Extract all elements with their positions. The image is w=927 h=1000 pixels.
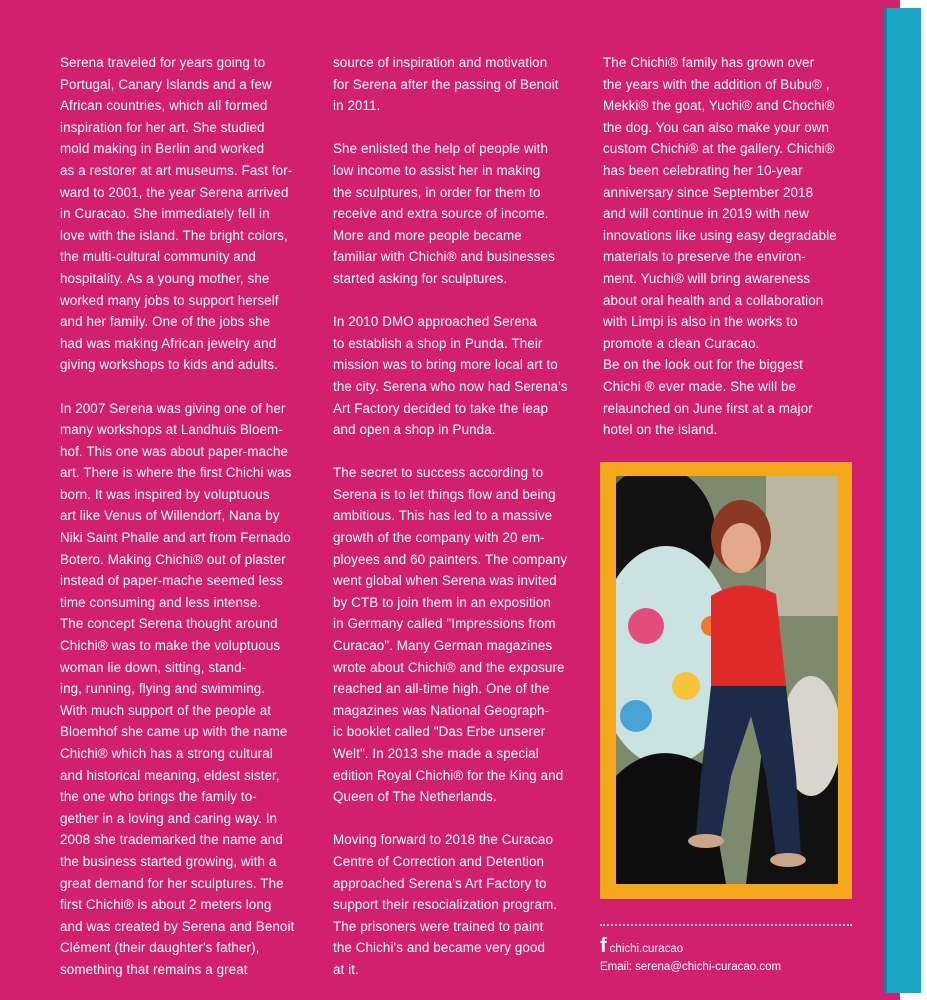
email-address[interactable]: Email: serena@chichi-curacao.com (600, 961, 782, 973)
paragraph: The Chichi® family has grown over the years with the addition of Bubu® , Mekki® the goat, Yuchi® and Chochi® the dog. You can also make your own custom Chichi® at the gallery. Chichi® has been celebrating her 10-year anniversary since September 2018 and will continue in 2019 with new innovations like using easy degradable materials to preserve the environ- ment. Yuchi® will bring awareness about oral health and a collaboration with Limpi is also in the works to promote a clean Curacao. Be on the look out for the biggest Chichi ® ever made. She will be relaunched on June first at a major hotel on the island. (603, 55, 837, 438)
facebook-icon: f (600, 935, 607, 957)
side-strip (887, 8, 921, 993)
text-column-3 (603, 52, 865, 441)
paragraph: Serena traveled for years going to Portugal, Canary Islands and a few African countries, which all formed inspiration for her art. She studied mold making in Berlin and worked as a restorer at art museums. Fast for- ward to 2001, the year Serena arrived in Curacao. She immediately fell in love with the island. The bright colors, the multi-cultural community and hospitality. As a young mother, she worked many jobs to support herself and her family. One of the jobs she had was making African jewelry and giving workshops to kids and adults. (60, 55, 293, 373)
paragraph: source of inspiration and motivation for Serena after the passing of Benoit in 2011. (333, 55, 559, 114)
text-column-1 (60, 52, 322, 981)
text-column-2 (333, 52, 595, 981)
contact-info (600, 936, 860, 976)
facebook-handle[interactable]: chichi.curacao (609, 943, 684, 955)
photo-illustration (616, 476, 838, 884)
paragraph: The secret to success according to Serena is to let things flow and being ambitious. This has led to a massive growth of the company with 20 em- ployees and 60 painters. The company went global when Serena was invited by CTB to join them in an exposition in Germany called "Impressions from Curacao". Many German magazines wrote about Chichi® and the exposure reached an all-time high. One of the magazines was National Geograph- ic booklet called "Das Erbe unserer Welt". In 2013 she made a special edition Royal Chichi® for the King and Queen of The Netherlands. (333, 465, 568, 805)
photo-artist-with-sculpture (616, 476, 838, 884)
paragraph: In 2007 Serena was giving one of her many workshops at Landhuis Bloem- hof. This one was about paper-mache art. There is where the first Chichi was born. It was inspired by voluptuous art like Venus of Willendorf, Nana by Niki Saint Phalle and art from Fernado Botero. Making Chichi® out of plaster instead of paper-mache seemed less time consuming and less intense. The concept Serena thought around Chichi® was to make the voluptuous woman lie down, sitting, stand- ing, running, flying and swimming. With much support of the people at Bloemhof she came up with the name Chichi® which has a strong cultural and historical meaning, eldest sister, the one who brings the family to- gether in a loving and caring way. In 2008 she trademarked the name and the business started growing, with a great demand for her sculptures. The first Chichi® is about 2 meters long and was created by Serena and Benoit Clément (their daughter's father), something that remains a great (60, 400, 295, 977)
paragraph: Moving forward to 2018 the Curacao Centre of Correction and Detention approached Serena's Art Factory to support their resocialization program. The prisoners were trained to paint the Chichi's and became very good at it. (333, 832, 558, 977)
paragraph: In 2010 DMO approached Serena to establish a shop in Punda. Their mission was to bring more local art to the city. Serena who now had Serena's Art Factory decided to take the leap and open a shop in Punda. (333, 314, 568, 438)
paragraph: She enlisted the help of people with low income to assist her in making the sculptures, in order for them to receive and extra source of income. More and more people became familiar with Chichi® and businesses started asking for sculptures. (333, 141, 555, 286)
divider (600, 924, 852, 926)
facebook-line (600, 936, 860, 956)
